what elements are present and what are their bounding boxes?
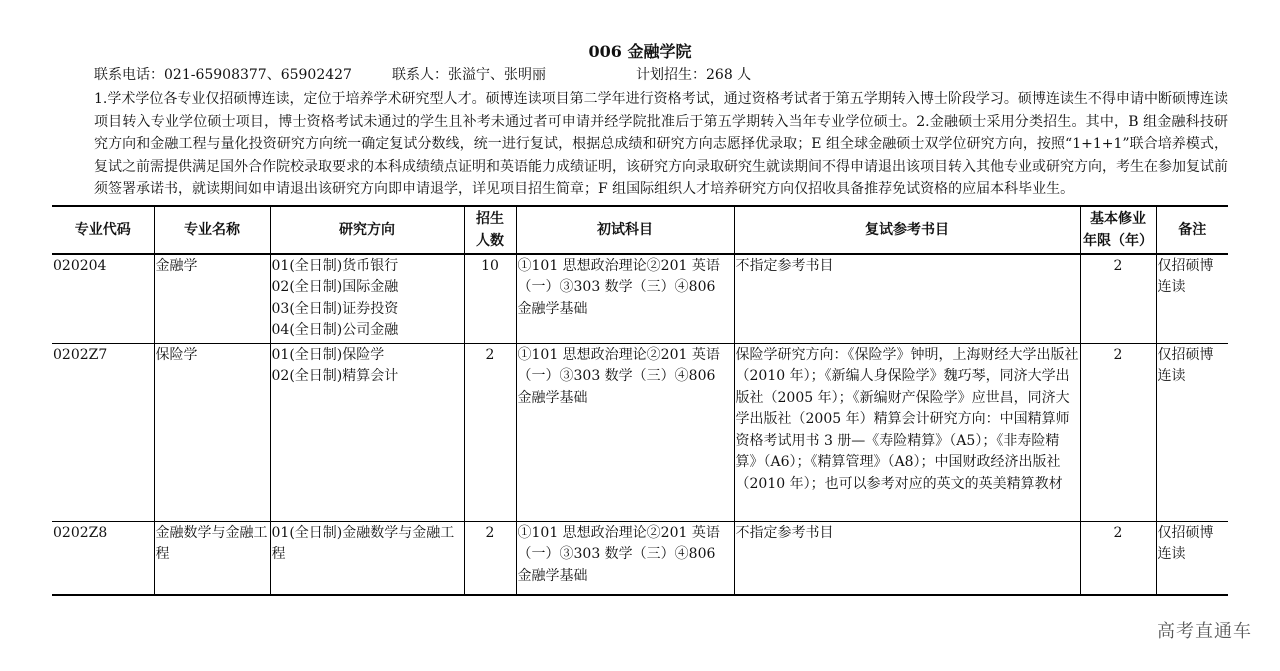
contact-phone: 联系电话：021-65908377、65902427 [94,67,352,83]
cell-count: 2 [464,343,516,521]
header-count: 招生 人数 [464,206,516,254]
cell-direction: 01(全日制)保险学 02(全日制)精算会计 [270,343,464,521]
cell-books: 不指定参考书目 [734,521,1080,595]
cell-books: 保险学研究方向：《保险学》钟明，上海财经大学出版社（2010 年）；《新编人身保险学》魏巧琴，同济大学出版社（2005 年）；《新编财产保险学》应世昌，同济大学出版社（2005 年）精算会计研究方向：中国精算师资格考试用书 3 册—《寿险精算》（A5）；《非寿险精算》（A6）；《精算管理》（A8）；中国财政经济出版社（2010 年）；也可以参考对应的英文的英美精算教材 [734,343,1080,521]
cell-name: 保险学 [154,343,270,521]
cell-direction: 01(全日制)货币银行 02(全日制)国际金融 03(全日制)证券投资 04(全日制)公司金融 [270,254,464,344]
intro-paragraph: 1.学术学位各专业仅招硕博连读，定位于培养学术研究型人才。硕博连读项目第二学年进行资格考试，通过资格考试者于第五学期转入博士阶段学习。硕博连读生不得申请中断硕博连读项目转入专业学位硕士项目，博士资格考试未通过的学生且补考未通过者可申请并经学院批准后于第五学期转入当年专业学位硕士。2.金融硕士采用分类招生。其中，B 组金融科技研究方向和金融工程与量化投资研究方向统一确定复试分数线，统一进行复试，根据总成绩和研究方向志愿择优录取；E 组全球金融硕士双学位研究方向，按照“1+1+1”联合培养模式，复试之前需提供满足国外合作院校录取要求的本科成绩绩点证明和英语能力成绩证明，该研究方向录取研究生就读期间不得申请退出该项目转入其他专业或研究方向，考生在参加复试前须签署承诺书，就读期间如申请退出该研究方向即申请退学，详见项目招生简章；F 组国际组织人才培养研究方向仅招收具备推荐免试资格的应届本科毕业生。 [94,91,1228,197]
cell-years: 2 [1080,343,1156,521]
contact-line [52,64,1228,86]
cell-note: 仅招硕博连读 [1156,343,1228,521]
cell-count: 2 [464,521,516,595]
cell-code: 020204 [52,254,154,344]
header-note: 备注 [1156,206,1228,254]
cell-years: 2 [1080,521,1156,595]
cell-note: 仅招硕博连读 [1156,254,1228,344]
table-row [52,521,1228,595]
cell-books: 不指定参考书目 [734,254,1080,344]
header-direction: 研究方向 [270,206,464,254]
cell-years: 2 [1080,254,1156,344]
cell-code: 0202Z7 [52,343,154,521]
header-exam: 初试科目 [516,206,734,254]
table-header-row [52,206,1228,254]
cell-name: 金融数学与金融工程 [154,521,270,595]
document-page [52,40,1228,596]
cell-exam: ①101 思想政治理论②201 英语（一）③303 数学（三）④806 金融学基础 [516,343,734,521]
table-row [52,254,1228,344]
cell-name: 金融学 [154,254,270,344]
cell-count: 10 [464,254,516,344]
contact-person: 联系人：张溢宁、张明丽 [392,67,546,83]
major-table [52,205,1228,597]
cell-note: 仅招硕博连读 [1156,521,1228,595]
header-code: 专业代码 [52,206,154,254]
watermark: 高考直通车 [1157,621,1252,642]
table-row [52,343,1228,521]
enrollment-quota: 计划招生：268 人 [636,67,752,83]
header-years: 基本修业 年限（年） [1080,206,1156,254]
header-books: 复试参考书目 [734,206,1080,254]
page-title: 006 金融学院 [588,42,692,61]
cell-code: 0202Z8 [52,521,154,595]
cell-direction: 01(全日制)金融数学与金融工程 [270,521,464,595]
cell-exam: ①101 思想政治理论②201 英语（一）③303 数学（三）④806 金融学基础 [516,521,734,595]
cell-exam: ①101 思想政治理论②201 英语（一）③303 数学（三）④806 金融学基础 [516,254,734,344]
header-name: 专业名称 [154,206,270,254]
